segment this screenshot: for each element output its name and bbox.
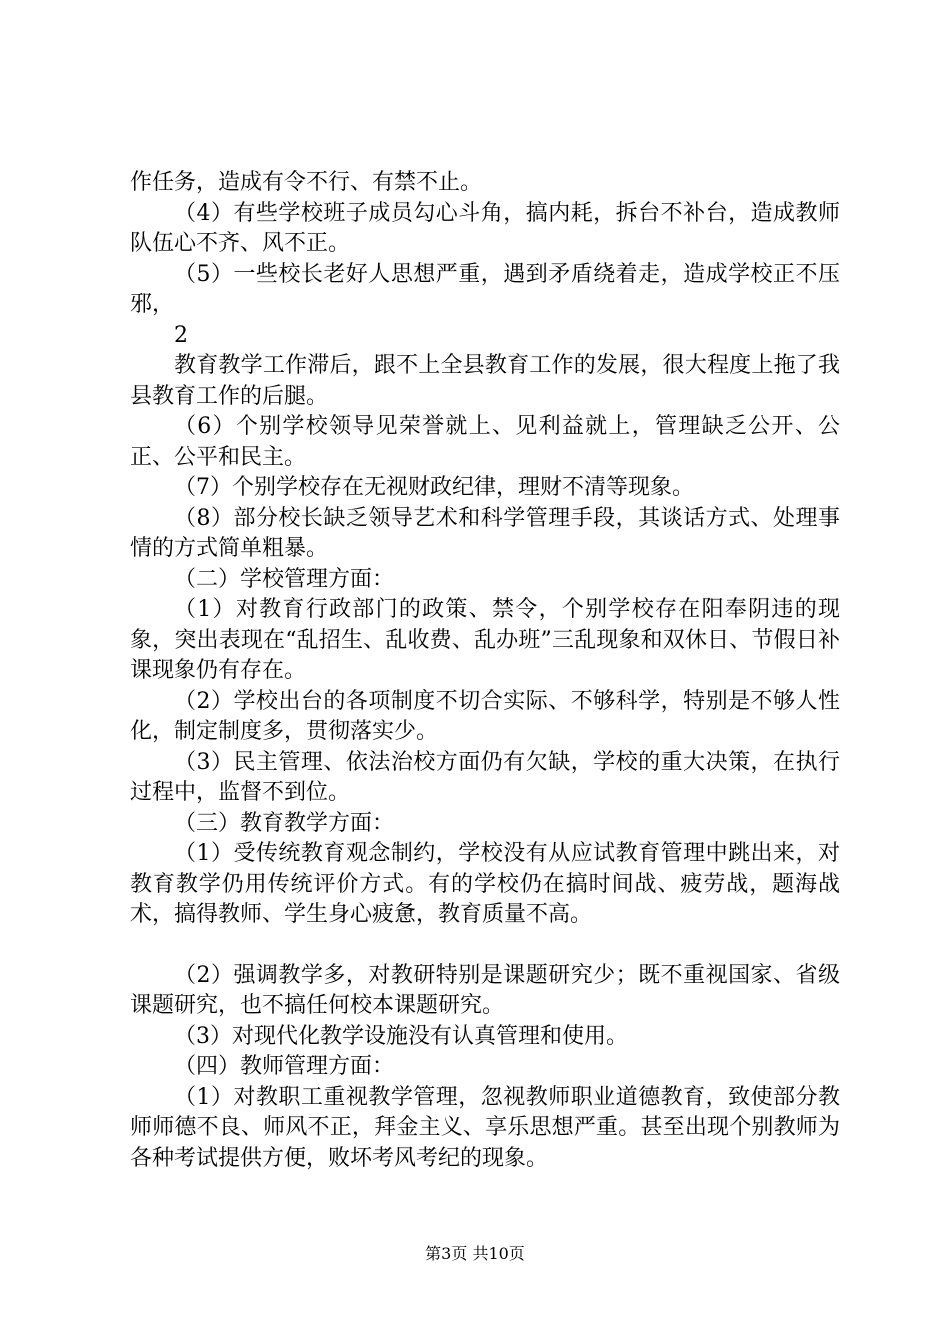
inline-page-number: 2 — [174, 322, 188, 348]
section-heading-school-management: （二）学校管理方面： — [174, 566, 395, 592]
page-number-label: 第3页 共10页 — [425, 1244, 525, 1263]
paragraph-school-2: （2）学校出台的各项制度不切合实际、不够科学，特别是不够人性化，制定制度多，贯彻落实少。 — [130, 688, 840, 744]
paragraph-continuation: 作任务，造成有令不行、有禁不止。 — [130, 170, 483, 195]
paragraph-teaching-3: （3）对现代化教学设施没有认真管理和使用。 — [174, 1023, 628, 1049]
blank-line — [130, 931, 840, 961]
paragraph-item-4: （4）有些学校班子成员勾心斗角，搞内耗，拆台不补台，造成教师队伍心不齐、风不正。 — [130, 200, 840, 256]
paragraph-school-1: （1）对教育行政部门的政策、禁令，个别学校存在阳奉阴违的现象，突出表现在“乱招生、乱收费、乱办班”三乱现象和双休日、节假日补课现象仍有存在。 — [130, 597, 840, 683]
paragraph-item-8: （8）部分校长缺乏领导艺术和科学管理手段，其谈话方式、处理事情的方式简单粗暴。 — [130, 505, 840, 561]
paragraph-teaching-1: （1）受传统教育观念制约，学校没有从应试教育管理中跳出来，对教育教学仍用传统评价方式。有的学校仍在搞时间战、疲劳战，题海战术，搞得教师、学生身心疲惫，教育质量不高。 — [130, 841, 840, 927]
paragraph-item-5: （5）一些校长老好人思想严重，遇到矛盾绕着走，造成学校正不压邪， — [130, 261, 840, 317]
paragraph-school-3: （3）民主管理、依法治校方面仍有欠缺，学校的重大决策，在执行过程中，监督不到位。 — [130, 749, 840, 805]
document-body — [130, 168, 840, 1174]
paragraph-teaching-2: （2）强调教学多，对教研特别是课题研究少；既不重视国家、省级课题研究，也不搞任何校本课题研究。 — [130, 962, 840, 1018]
page-footer — [0, 1244, 950, 1264]
paragraph-teacher-1: （1）对教职工重视教学管理，忽视教师职业道德教育，致使部分教师师德不良、师风不正，拜金主义、享乐思想严重。甚至出现个别教师为各种考试提供方便，败坏考风考纪的现象。 — [130, 1084, 840, 1171]
section-heading-teacher-management: （四）教师管理方面： — [174, 1054, 395, 1079]
paragraph-item-6: （6）个别学校领导见荣誉就上、见利益就上，管理缺乏公开、公正、公平和民主。 — [130, 414, 840, 470]
paragraph-item-7: （7）个别学校存在无视财政纪律，理财不清等现象。 — [174, 475, 694, 500]
paragraph-lagging-work: 教育教学工作滞后，跟不上全县教育工作的发展，很大程度上拖了我县教育工作的后腿。 — [130, 353, 840, 409]
section-heading-teaching: （三）教育教学方面： — [174, 810, 395, 836]
